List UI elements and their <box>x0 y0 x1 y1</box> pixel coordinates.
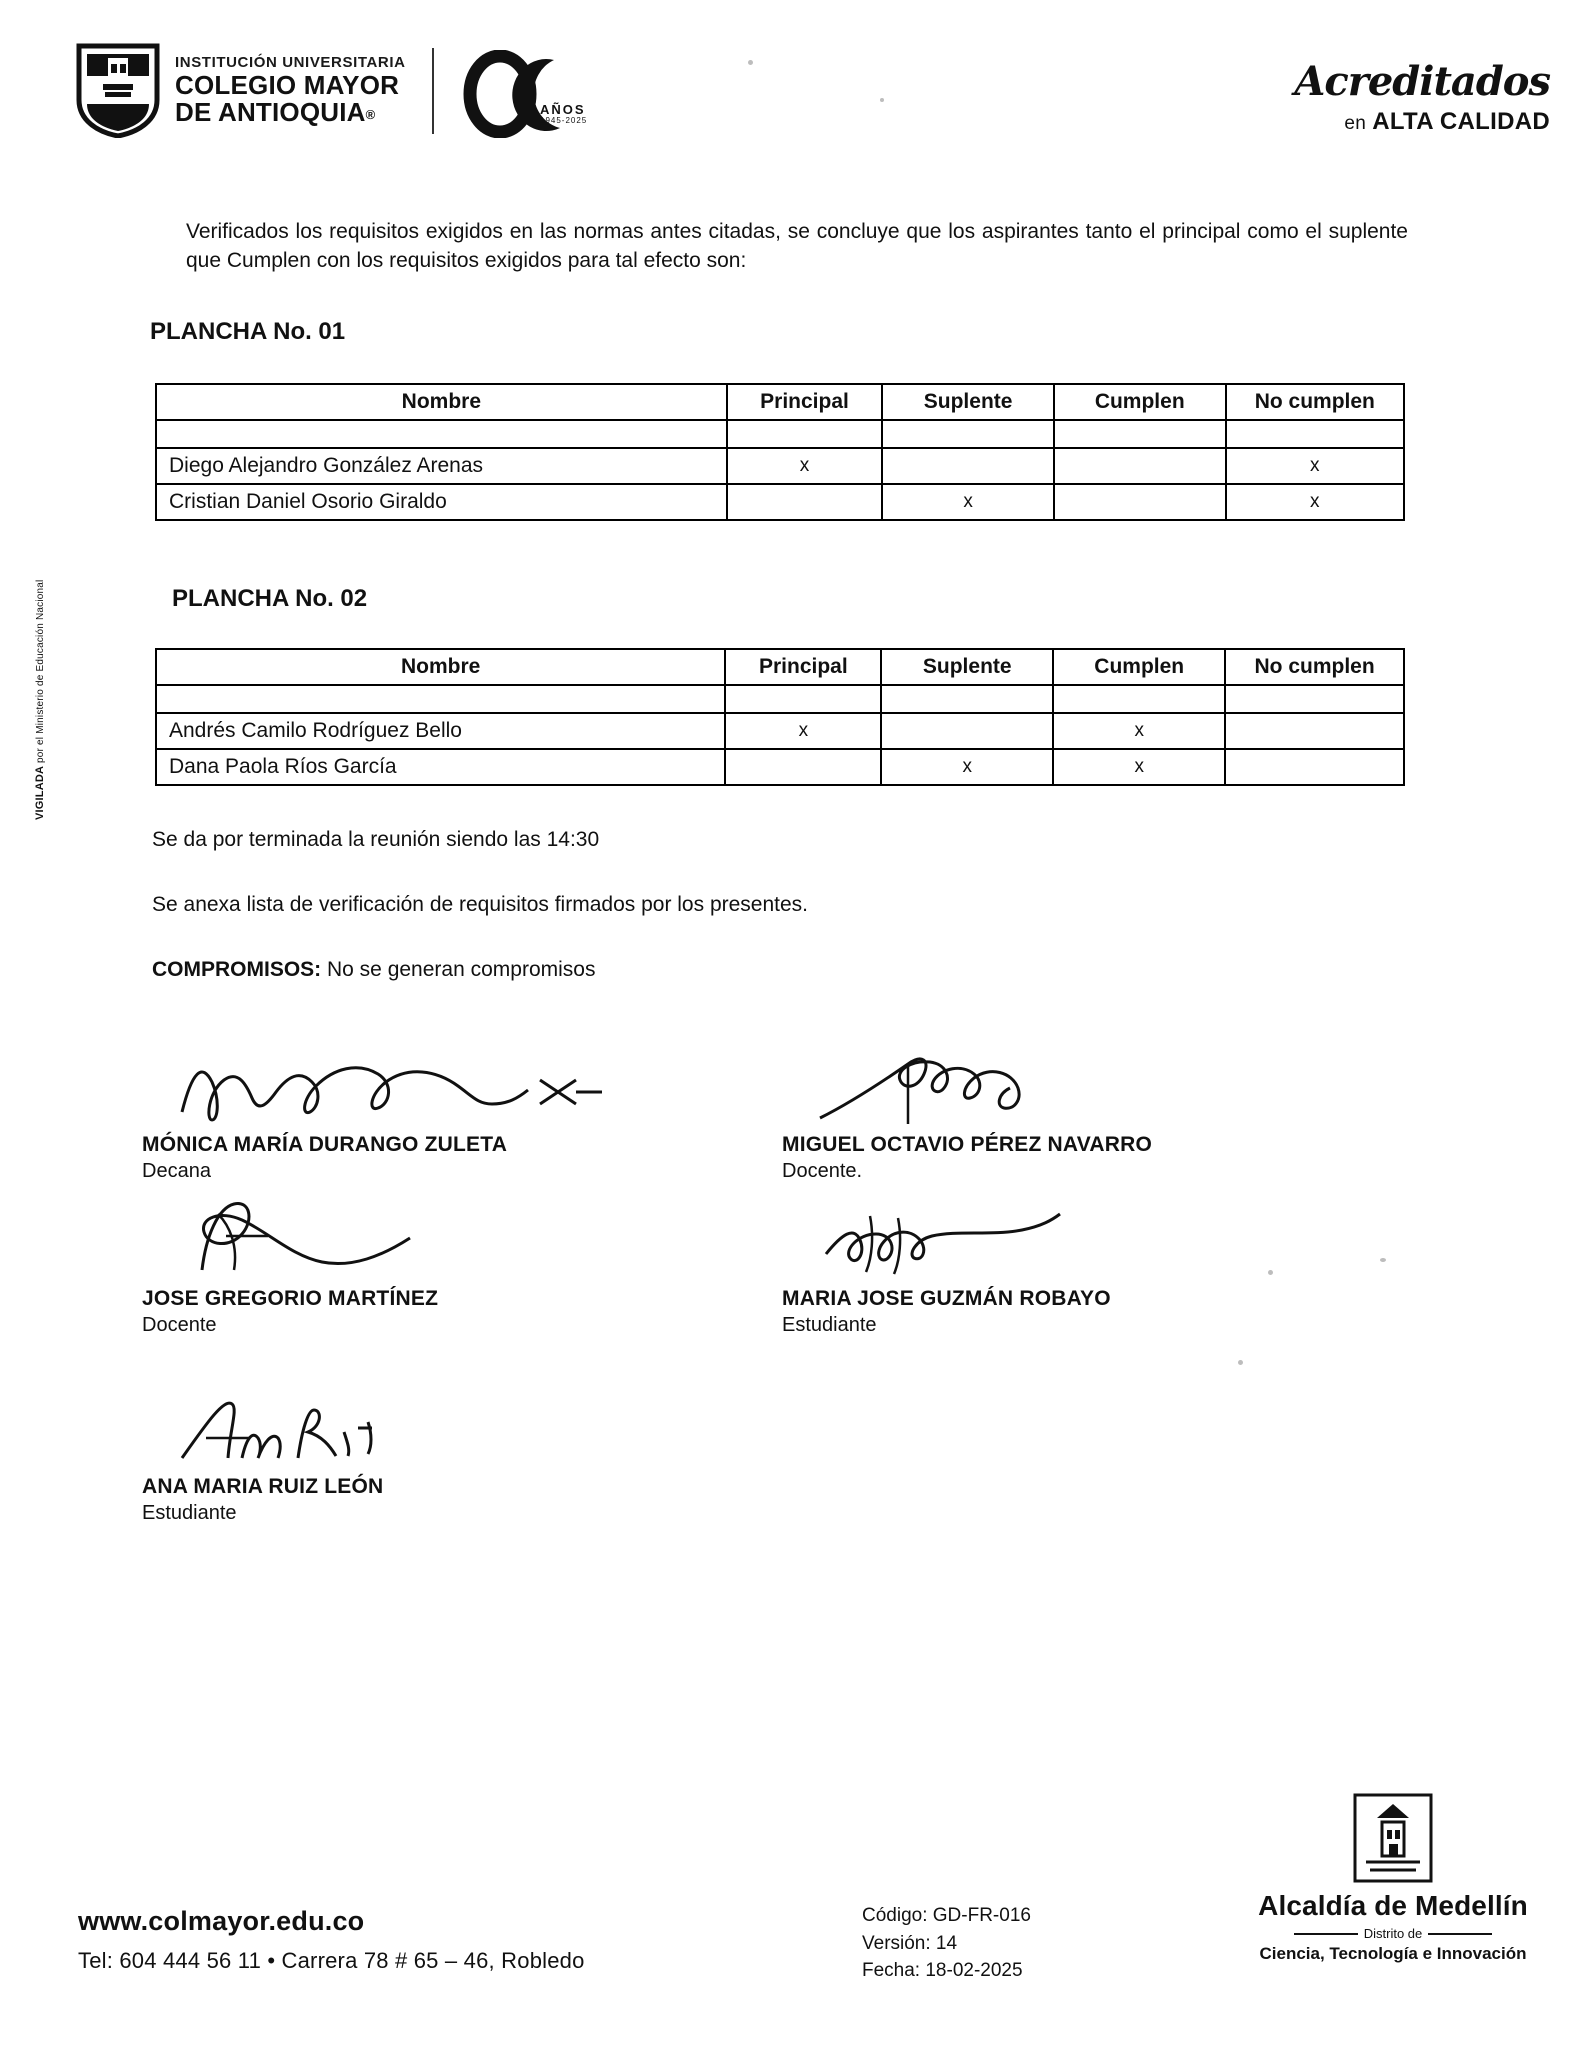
cell-suplente <box>881 713 1053 749</box>
cell-nombre: Andrés Camilo Rodríguez Bello <box>156 713 725 749</box>
commitments-line <box>152 958 595 982</box>
spacer-cell <box>727 420 883 448</box>
cell-nombre: Dana Paola Ríos García <box>156 749 725 785</box>
table-row <box>156 484 1404 520</box>
cell-suplente: x <box>881 749 1053 785</box>
table-row <box>156 448 1404 484</box>
scan-speck <box>748 60 753 65</box>
handwritten-signature-icon <box>172 1042 672 1137</box>
alcaldia-distrito: Distrito de <box>1363 1926 1423 1941</box>
cell-cumplen <box>1054 448 1226 484</box>
institution-line3: DE ANTIOQUIA® <box>175 96 376 127</box>
alcaldia-distrito-row <box>1238 1926 1548 1941</box>
cell-principal <box>725 749 881 785</box>
spacer-cell <box>882 420 1054 448</box>
table-spacer-row <box>156 685 1404 713</box>
accreditation-main <box>1294 108 1550 136</box>
footer-contact: Tel: 604 444 56 11 • Carrera 78 # 65 – 46, Robledo <box>78 1948 585 1973</box>
footer-website[interactable]: www.colmayor.edu.co <box>78 1906 365 1936</box>
signature-name: MIGUEL OCTAVIO PÉREZ NAVARRO <box>782 1133 1153 1156</box>
column-header-principal: Principal <box>725 649 881 685</box>
signature-block-jose <box>142 1287 438 1337</box>
accreditation-prefix: en <box>1344 113 1367 134</box>
medellin-crest-icon <box>1352 1792 1434 1884</box>
plancha-1-title: PLANCHA No. 01 <box>150 318 346 345</box>
spacer-cell <box>156 420 727 448</box>
handwritten-signature-icon <box>172 1384 472 1479</box>
commitments-label: COMPROMISOS: <box>152 958 322 981</box>
footer-codigo: Código: GD-FR-016 <box>862 1905 1031 1926</box>
anniversary-logo <box>462 50 602 138</box>
column-header-nombre: Nombre <box>156 384 727 420</box>
cell-nombre: Diego Alejandro González Arenas <box>156 448 727 484</box>
signature-role: Docente <box>142 1314 217 1336</box>
signature-block-mariajose <box>782 1287 1111 1337</box>
divider-left <box>1294 1933 1358 1935</box>
cell-cumplen <box>1054 484 1226 520</box>
signature-block-monica <box>142 1133 507 1183</box>
cell-cumplen: x <box>1053 749 1225 785</box>
column-header-suplente: Suplente <box>882 384 1054 420</box>
handwritten-signature-icon <box>812 1042 1152 1137</box>
cell-principal <box>727 484 883 520</box>
cell-nombre: Cristian Daniel Osorio Giraldo <box>156 484 727 520</box>
table-header-row <box>156 649 1404 685</box>
signature-role: Decana <box>142 1160 211 1182</box>
plancha-2-title: PLANCHA No. 02 <box>172 585 368 612</box>
closing-time-line: Se da por terminada la reunión siendo las 14:30 <box>152 828 600 851</box>
annex-line: Se anexa lista de verificación de requisitos firmados por los presentes. <box>152 893 809 916</box>
accreditation-script: Acreditados <box>1294 58 1550 105</box>
column-header-no-cumplen: No cumplen <box>1226 384 1404 420</box>
document-header <box>0 34 1596 144</box>
spacer-cell <box>881 685 1053 713</box>
accreditation-quality: ALTA CALIDAD <box>1372 108 1550 135</box>
column-header-principal: Principal <box>727 384 883 420</box>
signature-name: ANA MARIA RUIZ LEÓN <box>142 1475 384 1498</box>
commitments-text: No se generan compromisos <box>321 958 596 981</box>
table-header-row <box>156 384 1404 420</box>
scan-speck <box>1268 1270 1273 1275</box>
vigilada-bold: VIGILADA <box>34 766 46 820</box>
cell-no-cumplen: x <box>1226 484 1404 520</box>
cell-principal: x <box>725 713 881 749</box>
cell-no-cumplen: x <box>1226 448 1404 484</box>
document-footer <box>0 1884 1596 2014</box>
spacer-cell <box>725 685 881 713</box>
column-header-cumplen: Cumplen <box>1053 649 1225 685</box>
alcaldia-secretaria: Ciencia, Tecnología e Innovación <box>1259 1944 1527 1963</box>
table-row <box>156 713 1404 749</box>
signature-role: Estudiante <box>142 1502 237 1524</box>
anniversary-range: 1945-2025 <box>540 116 588 125</box>
alcaldia-logo-block <box>1238 1792 1548 1964</box>
vigilada-rest: por el Ministerio de Educación Nacional <box>35 579 46 763</box>
spacer-cell <box>1226 420 1404 448</box>
registered-mark: ® <box>365 106 376 122</box>
cell-suplente: x <box>882 484 1054 520</box>
vigilada-side-label <box>34 580 46 820</box>
cell-suplente <box>882 448 1054 484</box>
spacer-cell <box>156 685 725 713</box>
handwritten-signature-icon <box>172 1186 492 1291</box>
footer-fecha: Fecha: 18-02-2025 <box>862 1960 1023 1982</box>
column-header-no-cumplen: No cumplen <box>1225 649 1404 685</box>
cell-no-cumplen <box>1225 713 1404 749</box>
handwritten-signature-icon <box>812 1196 1132 1291</box>
plancha-1-table <box>155 383 1405 521</box>
alcaldia-title: Alcaldía de Medellín <box>1258 1890 1528 1921</box>
signature-role: Docente. <box>782 1160 863 1182</box>
plancha-2-table <box>155 648 1405 786</box>
signature-block-ana <box>142 1475 383 1525</box>
signature-name: MÓNICA MARÍA DURANGO ZULETA <box>142 1133 508 1156</box>
institution-line2: COLEGIO MAYOR <box>175 70 400 101</box>
column-header-nombre: Nombre <box>156 649 725 685</box>
anniversary-label: AÑOS <box>540 102 586 117</box>
signature-name: JOSE GREGORIO MARTÍNEZ <box>142 1287 439 1310</box>
divider-right <box>1428 1933 1492 1935</box>
spacer-cell <box>1054 420 1226 448</box>
cell-cumplen: x <box>1053 713 1225 749</box>
spacer-cell <box>1225 685 1404 713</box>
intro-paragraph: Verificados los requisitos exigidos en las normas antes citadas, se concluye que los aspirantes tanto el principal como el suplente que Cumplen con los requisitos exigidos para tal efecto son: <box>186 220 1408 272</box>
footer-version: Versión: 14 <box>862 1932 958 1954</box>
scan-speck <box>1380 1258 1386 1262</box>
column-header-cumplen: Cumplen <box>1054 384 1226 420</box>
signature-name: MARIA JOSE GUZMÁN ROBAYO <box>782 1287 1111 1310</box>
signature-role: Estudiante <box>782 1314 877 1336</box>
cell-no-cumplen <box>1225 749 1404 785</box>
header-divider <box>432 48 434 134</box>
table-spacer-row <box>156 420 1404 448</box>
signature-block-miguel <box>782 1133 1152 1183</box>
shield-icon <box>75 42 161 138</box>
institution-line1: INSTITUCIÓN UNIVERSITARIA <box>175 53 406 71</box>
column-header-suplente: Suplente <box>881 649 1053 685</box>
table-row <box>156 749 1404 785</box>
institution-logo-block <box>75 42 406 138</box>
cell-principal: x <box>727 448 883 484</box>
footer-doc-meta <box>862 1902 1031 1985</box>
institution-name <box>175 55 406 125</box>
scan-speck <box>880 98 884 102</box>
scan-speck <box>1238 1360 1243 1365</box>
spacer-cell <box>1053 685 1225 713</box>
accreditation-badge <box>1294 58 1550 136</box>
